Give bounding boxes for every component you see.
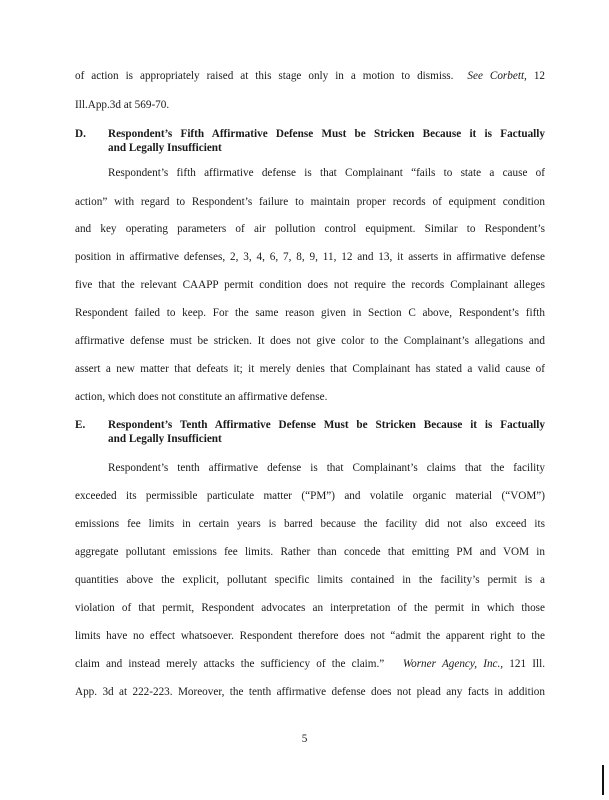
body-line: aggregate pollutant emissions fee limits. Rather than concede that emitting PM and VOM in: [75, 546, 545, 558]
body-line: Respondent’s fifth affirmative defense is that Complainant “fails to state a cause of: [108, 167, 545, 179]
body-line: limits have no effect whatsoever. Respondent therefore does not “admit the apparent right to the: [75, 630, 545, 642]
body-line: exceeded its permissible particulate matter (“PM”) and volatile organic material (“VOM”): [75, 490, 545, 502]
body-line: action” with regard to Respondent’s failure to maintain proper records of equipment condition: [75, 196, 545, 208]
body-line: position in affirmative defenses, 2, 3, 4, 6, 7, 8, 9, 11, 12 and 13, it asserts in affirmative defense: [75, 251, 545, 263]
body-line: quantities above the explicit, pollutant specific limits contained in the facility’s permit is a: [75, 574, 545, 586]
body-line: of action is appropriately raised at this stage only in a motion to dismiss. See Corbett, 12: [75, 70, 546, 82]
body-line: and key operating parameters of air pollution control equipment. Similar to Respondent’s: [75, 223, 545, 235]
body-line: Respondent’s tenth affirmative defense is that Complainant’s claims that the facility: [108, 462, 545, 474]
body-line: action, which does not constitute an affirmative defense.: [75, 391, 328, 403]
section-e-heading: Respondent’s Tenth Affirmative Defense Must be Stricken Because it is Factually: [108, 419, 545, 431]
body-line: claim and instead merely attacks the sufficiency of the claim.” Worner Agency, Inc., 121 Ill.: [75, 658, 546, 670]
section-d-heading: and Legally Insufficient: [108, 142, 222, 154]
body-line: affirmative defense must be stricken. It does not give color to the Complainant’s allegations and: [75, 335, 545, 347]
body-line: five that the relevant CAAPP permit condition does not require the records Complainant alleges: [75, 279, 545, 291]
body-line: Ill.App.3d at 569-70.: [75, 99, 170, 111]
body-line: emissions fee limits in certain years is barred because the facility did not also exceed its: [75, 518, 545, 530]
body-line: assert a new matter that defeats it; it merely denies that Complainant has stated a valid cause of: [75, 363, 545, 375]
section-e-label: E.: [75, 419, 86, 431]
scan-edge-mark: [602, 765, 604, 795]
body-line: App. 3d at 222-223. Moreover, the tenth affirmative defense does not plead any facts in addition: [75, 686, 545, 698]
page-number: 5: [301, 733, 308, 745]
section-e-heading: and Legally Insufficient: [108, 433, 222, 445]
body-line: Respondent failed to keep. For the same reason given in Section C above, Respondent’s fifth: [75, 307, 545, 319]
section-d-label: D.: [75, 128, 86, 140]
body-line: violation of that permit, Respondent advocates an interpretation of the permit in which those: [75, 602, 545, 614]
section-d-heading: Respondent’s Fifth Affirmative Defense Must be Stricken Because it is Factually: [108, 128, 545, 140]
